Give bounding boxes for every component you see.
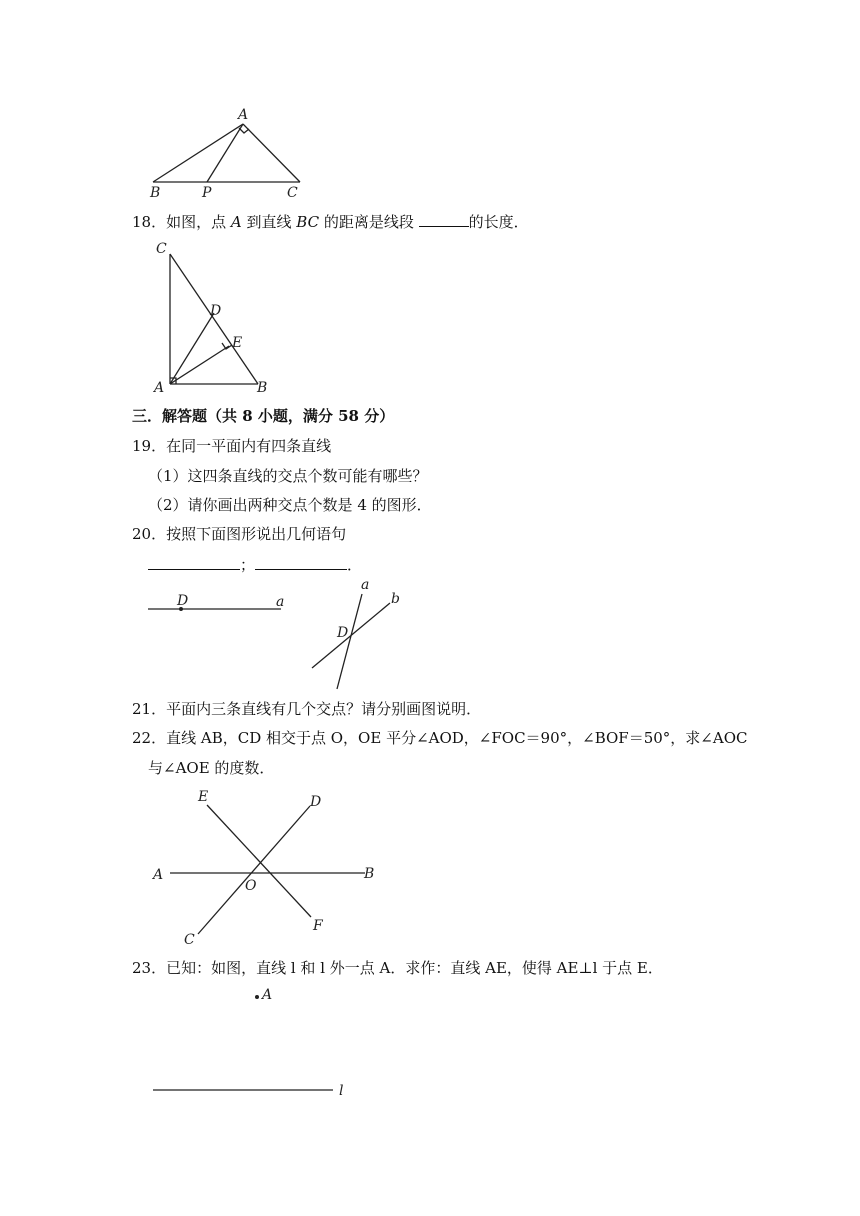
- fig23-label-a: A: [262, 987, 273, 1003]
- figure-18: [170, 254, 258, 384]
- fig22-label-d: D: [310, 794, 322, 810]
- fig18-label-b: B: [257, 380, 268, 396]
- fig17-label-a: A: [238, 107, 249, 123]
- question-number: 22．: [132, 729, 167, 747]
- line-a2: [337, 594, 362, 689]
- q18-text: 如图，点: [166, 213, 231, 231]
- fig20-label-a1: a: [276, 594, 285, 610]
- q22-line1: 直线 AB，CD 相交于点 O，OE 平分∠AOD，∠FOC＝90°，∠BOF＝50°，求∠AOC: [166, 729, 748, 747]
- segment-ad: [170, 313, 214, 384]
- segment-ae: [170, 346, 229, 384]
- segment-cb: [170, 254, 258, 384]
- fig20-label-d1: D: [177, 593, 189, 609]
- fig22-label-e: E: [198, 789, 209, 805]
- fig18-label-a: A: [154, 380, 165, 396]
- fig23-label-l: l: [339, 1083, 344, 1099]
- q19-sub2: （2）请你画出两种交点个数是 4 的图形．: [148, 496, 432, 514]
- fig20-label-a2: a: [361, 577, 370, 593]
- figure-22: [170, 805, 365, 934]
- q20-sep: ；: [240, 556, 256, 574]
- q20-answer-line: [148, 555, 362, 575]
- line-b: [312, 603, 390, 668]
- figure-20-right: [312, 594, 390, 689]
- point-a: [255, 995, 259, 999]
- fig18-label-c: C: [156, 241, 167, 257]
- q18-text: 到直线: [241, 213, 297, 231]
- question-number: 20．: [132, 525, 167, 543]
- question-20: [132, 524, 346, 544]
- question-18: [132, 212, 529, 232]
- q18-text: 的长度．: [468, 213, 529, 231]
- fig22-label-o: O: [245, 878, 257, 894]
- fig22-label-a: A: [153, 867, 164, 883]
- section-title: 三．解答题（共 8 小题，满分 58 分）: [132, 407, 395, 425]
- q20-text: 按照下面图形说出几何语句: [166, 525, 347, 543]
- q18-var: A: [230, 213, 242, 231]
- question-number: 23．: [132, 959, 167, 977]
- fig22-label-b: B: [364, 866, 375, 882]
- question-19: [132, 436, 331, 456]
- question-number: 21．: [132, 700, 167, 718]
- q19-sub1: （1）这四条直线的交点个数可能有哪些？: [148, 467, 428, 485]
- question-23: [132, 958, 663, 978]
- q20-end: ．: [347, 556, 363, 574]
- q18-var: BC: [296, 213, 320, 231]
- line-cd: [198, 806, 310, 934]
- segment-ap: [207, 124, 243, 182]
- segment-ab: [153, 124, 243, 182]
- question-number: 19．: [132, 437, 167, 455]
- q22-line2: 与∠AOE 的度数．: [148, 759, 275, 777]
- question-number: 18．: [132, 213, 167, 231]
- question-22: [132, 728, 747, 748]
- q19-text: 在同一平面内有四条直线: [166, 437, 332, 455]
- answer-blank[interactable]: [148, 555, 240, 570]
- fig20-label-b: b: [391, 591, 400, 607]
- question-21: [132, 699, 481, 719]
- q18-text: 的距离是线段: [319, 213, 419, 231]
- fig17-label-b: B: [150, 185, 161, 201]
- fig17-label-c: C: [287, 185, 298, 201]
- answer-blank[interactable]: [419, 212, 469, 227]
- q21-text: 平面内三条直线有几个交点？请分别画图说明．: [166, 700, 482, 718]
- answer-blank[interactable]: [255, 555, 347, 570]
- fig22-label-f: F: [313, 918, 323, 934]
- fig18-label-d: D: [210, 303, 222, 319]
- segment-ac: [243, 124, 300, 182]
- q23-text: 已知：如图，直线 l 和 l 外一点 A．求作：直线 AE，使得 AE⊥l 于点 E．: [166, 959, 663, 977]
- fig22-label-c: C: [184, 932, 195, 948]
- fig20-label-d2: D: [337, 625, 349, 641]
- figure-17: [153, 124, 300, 182]
- fig18-label-e: E: [232, 335, 243, 351]
- fig17-label-p: P: [202, 185, 212, 201]
